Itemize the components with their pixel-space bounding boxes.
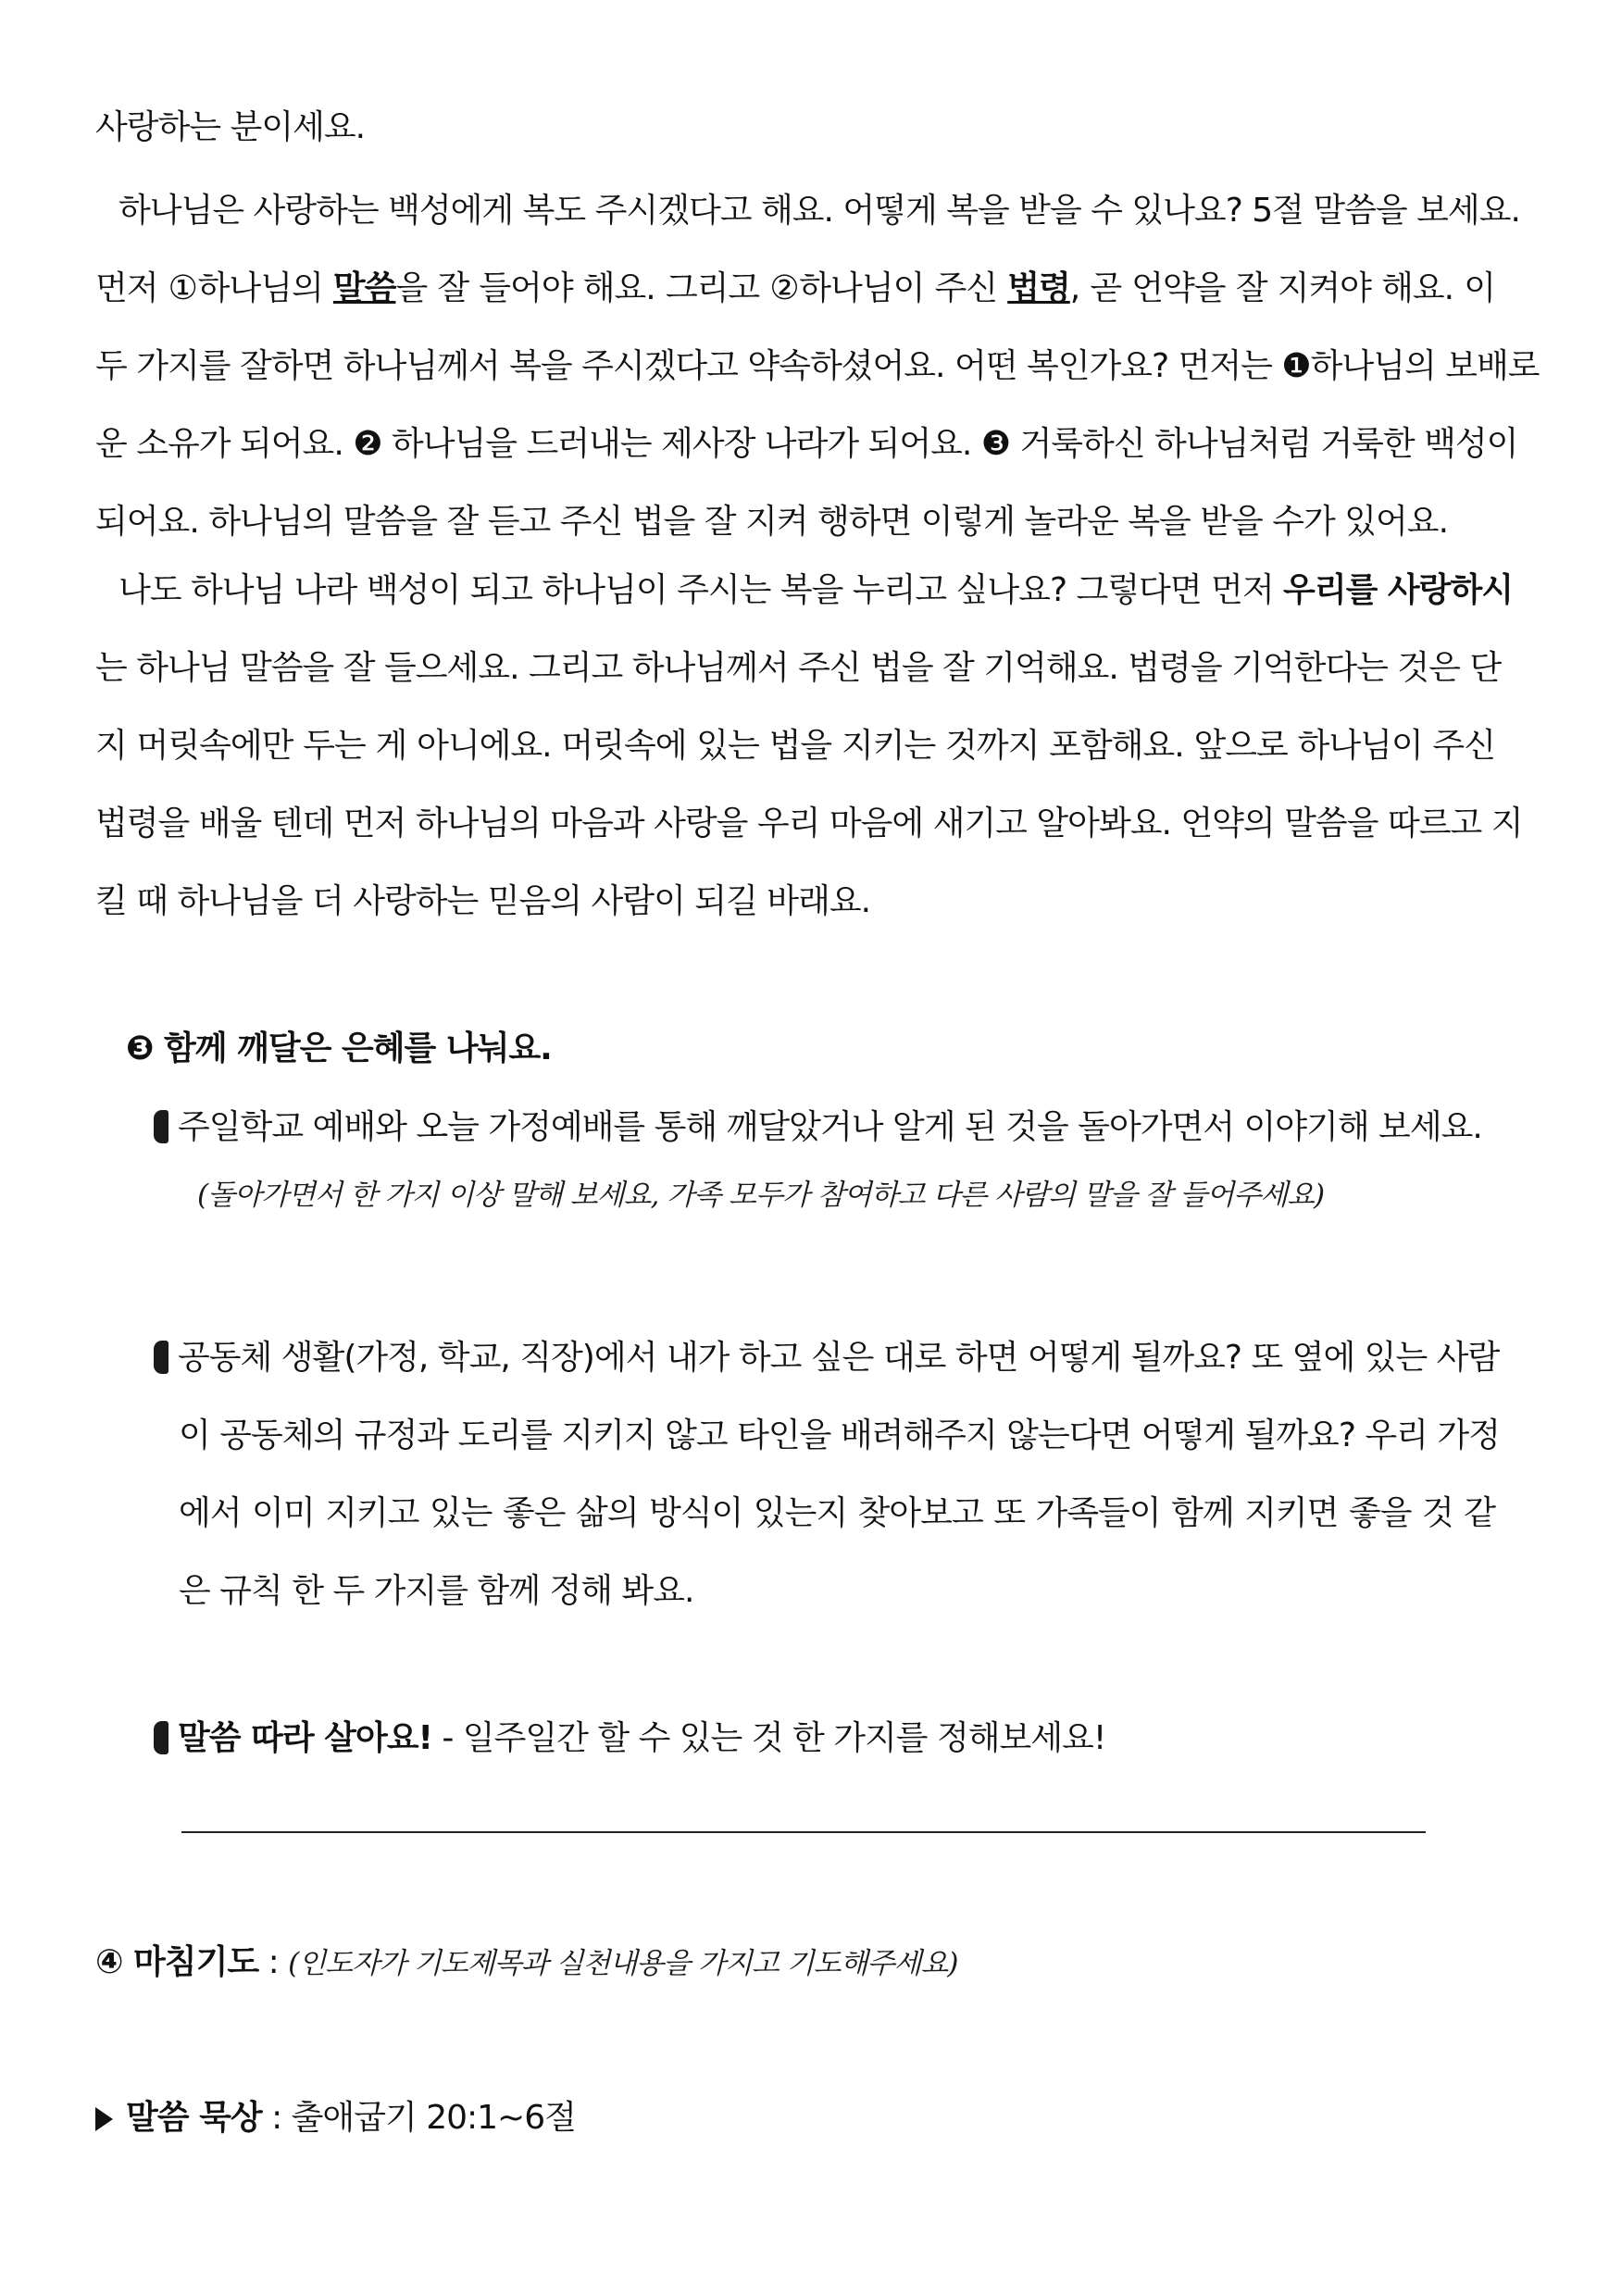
list-marker-icon	[154, 1110, 168, 1143]
para1-line-3: 먼저 ①하나님의 말씀을 잘 들어야 해요. 그리고 ②하나님이 주신 법령, 곧 언약을 잘 지켜야 해요. 이	[95, 269, 1495, 307]
meditation: 말씀 묵상 : 출애굽기 20:1~6절	[95, 2095, 576, 2141]
closing-prayer-note: (인도자가 기도제목과 실천내용을 가지고 기도해주세요)	[288, 1947, 958, 1980]
para1-line-5: 운 소유가 되어요. ❷ 하나님을 드러내는 제사장 나라가 되어요. ❸ 거룩하신 하나님처럼 거룩한 백성이	[95, 425, 1518, 463]
emphasis-text: 우리를 사랑하시	[1283, 571, 1514, 609]
list-marker-icon	[154, 1721, 168, 1754]
para2-line-1: 나도 하나님 나라 백성이 되고 하나님이 주시는 복을 누리고 싶나요? 그렇다면 먼저 우리를 사랑하시	[118, 571, 1514, 609]
para1-line-1: 사랑하는 분이세요.	[95, 108, 366, 146]
answer-line	[181, 1831, 1426, 1833]
question-1: 주일학교 예배와 오늘 가정예배를 통해 깨달았거나 알게 된 것을 돌아가면서 이야기해 보세요.	[154, 1104, 1482, 1151]
question-2-line-1: 공동체 생활(가정, 학교, 직장)에서 내가 하고 싶은 대로 하면 어떻게 될까요? 또 옆에 있는 사람	[154, 1335, 1495, 1381]
closing-prayer: ④ 마침기도 : (인도자가 기도제목과 실천내용을 가지고 기도해주세요)	[95, 1943, 958, 1981]
question-3-title: 말씀 따라 살아요!	[178, 1719, 432, 1757]
list-marker-icon	[154, 1341, 168, 1374]
keyword-word: 말씀	[332, 269, 396, 307]
para2-line-4: 법령을 배울 텐데 먼저 하나님의 마음과 사랑을 우리 마음에 새기고 알아봐요. 언약의 말씀을 따르고 지	[95, 805, 1523, 842]
triangle-bullet-icon	[95, 2107, 113, 2131]
para1-line-2: 하나님은 사랑하는 백성에게 복도 주시겠다고 해요. 어떻게 복을 받을 수 있나요? 5절 말씀을 보세요.	[118, 192, 1520, 230]
question-2-line-4: 은 규칙 한 두 가지를 함께 정해 봐요.	[179, 1572, 694, 1610]
para2-line-5: 킬 때 하나님을 더 사랑하는 믿음의 사람이 되길 바래요.	[95, 882, 871, 920]
para2-line-2: 는 하나님 말씀을 잘 들으세요. 그리고 하나님께서 주신 법을 잘 기억해요. 법령을 기억한다는 것은 단	[95, 649, 1502, 687]
para1-line-4: 두 가지를 잘하면 하나님께서 복을 주시겠다고 약속하셨어요. 어떤 복인가요? 먼저는 ❶하나님의 보배로	[95, 347, 1540, 385]
question-3: 말씀 따라 살아요! - 일주일간 할 수 있는 것 한 가지를 정해보세요!	[154, 1716, 1105, 1762]
meditation-label: 말씀 묵상	[126, 2099, 262, 2137]
keyword-statutes: 법령	[1007, 269, 1070, 307]
question-2-line-3: 에서 이미 지키고 있는 좋은 삶의 방식이 있는지 찾아보고 또 가족들이 함께 지키면 좋을 것 같	[179, 1494, 1495, 1532]
question-1-note: (돌아가면서 한 가지 이상 말해 보세요, 가족 모두가 참여하고 다른 사람의 말을 잘 들어주세요)	[197, 1179, 1325, 1212]
section-3-heading: ❸ 함께 깨달은 은혜를 나눠요.	[126, 1029, 552, 1067]
closing-prayer-label: ④ 마침기도	[95, 1943, 259, 1981]
question-2-line-2: 이 공동체의 규정과 도리를 지키지 않고 타인을 배려해주지 않는다면 어떻게 될까요? 우리 가정	[179, 1416, 1500, 1454]
para1-line-6: 되어요. 하나님의 말씀을 잘 듣고 주신 법을 잘 지켜 행하면 이렇게 놀라운 복을 받을 수가 있어요.	[95, 503, 1449, 541]
meditation-reference: 출애굽기 20:1~6절	[291, 2099, 576, 2137]
para2-line-3: 지 머릿속에만 두는 게 아니에요. 머릿속에 있는 법을 지키는 것까지 포함해요. 앞으로 하나님이 주신	[95, 727, 1495, 765]
